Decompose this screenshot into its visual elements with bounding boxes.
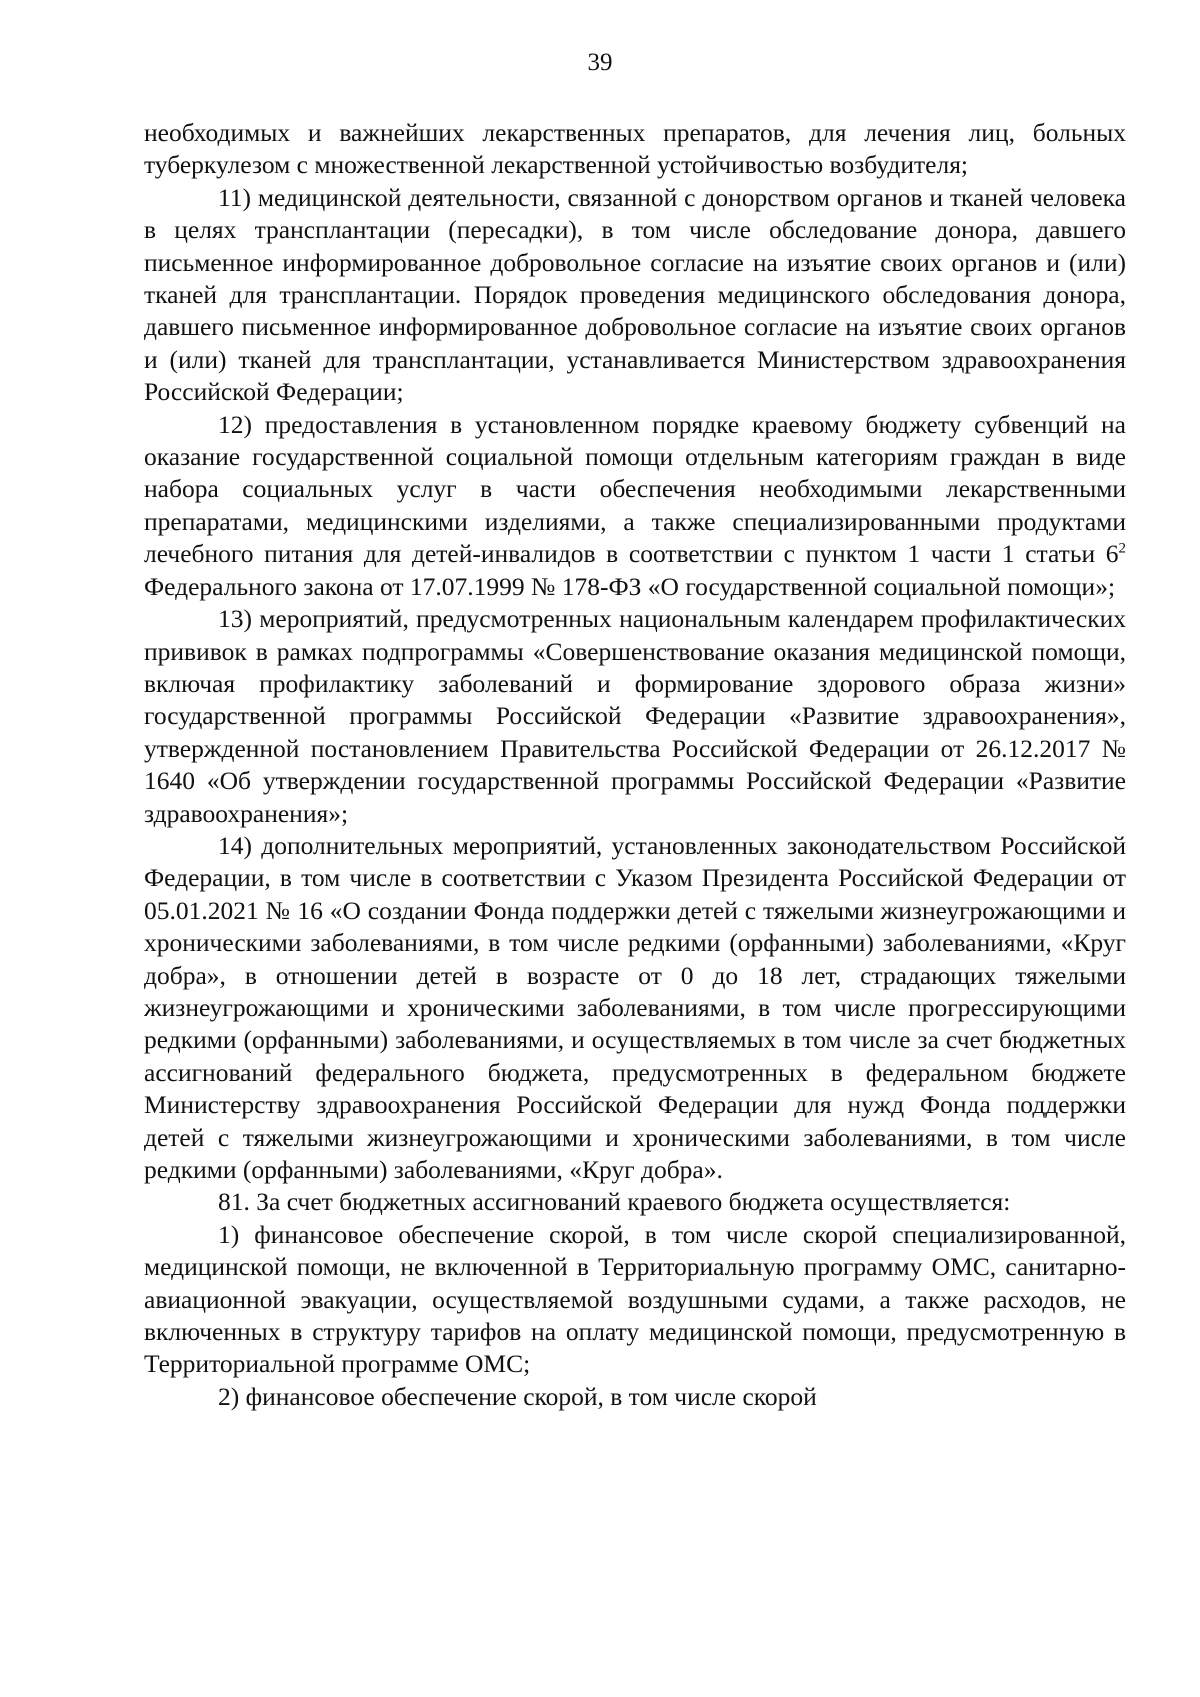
document-body: [144, 117, 1126, 1413]
paragraph-continuation: необходимых и важнейших лекарственных препаратов, для лечения лиц, больных туберкулезом с множественной лекарственной устойчивостью возбудителя;: [144, 118, 1126, 180]
paragraph-item-13: 13) мероприятий, предусмотренных национальным календарем профилактических прививок в рамках подпрограммы «Совершенствование оказания медицинской помощи, включая профилактику заболеваний и формирование здорового образа жизни» государственной программы Российской Федерации «Развитие здравоохранения», утвержденной постановлением Правительства Российской Федерации от 26.12.2017 № 1640 «Об утверждении государственной программы Российской Федерации «Развитие здравоохранения»;: [144, 604, 1126, 828]
paragraph-clause-81-item-1: 1) финансовое обеспечение скорой, в том числе скорой специализированной, медицинской помощи, не включенной в Территориальную программу ОМС, санитарно-авиационной эвакуации, осуществляемой воздушными судами, а также расходов, не включенных в структуру тарифов на оплату медицинской помощи, предусмотренную в Территориальной программе ОМС;: [144, 1219, 1126, 1379]
paragraph-item-14: 14) дополнительных мероприятий, установленных законодательством Российской Федерации, в том числе в соответствии с Указом Президента Российской Федерации от 05.01.2021 № 16 «О создании Фонда поддержки детей с тяжелыми жизнеугрожающими и хроническими заболеваниями, в том числе редкими (орфанными) заболеваниями, «Круг добра», в отношении детей в возрасте от 0 до 18 лет, страдающих тяжелыми жизнеугрожающими и хроническими заболеваниями, в том числе прогрессирующими редкими (орфанными) заболеваниями, и осуществляемых в том числе за счет бюджетных ассигнований федерального бюджета, предусмотренных в федеральном бюджете Министерству здравоохранения Российской Федерации для нужд Фонда поддержки детей с тяжелыми жизнеугрожающими и хроническими заболеваниями, в том числе редкими (орфанными) заболеваниями, «Круг добра».: [144, 830, 1126, 1184]
superscript-article-number: 2: [1118, 540, 1126, 557]
paragraph-clause-81-item-2: 2) финансовое обеспечение скорой, в том числе скорой: [218, 1381, 817, 1411]
paragraph-item-11: 11) медицинской деятельности, связанной с донорством органов и тканей человека в целях трансплантации (пересадки), в том числе обследование донора, давшего письменное информированное добровольное согласие на изъятие своих органов и (или) тканей для трансплантации. Порядок проведения медицинского обследования донора, давшего письменное информированное добровольное согласие на изъятие своих органов и (или) тканей для трансплантации, устанавливается Министерством здравоохранения Российской Федерации;: [144, 182, 1126, 407]
page-number: 39: [587, 49, 613, 76]
paragraph-item-12-text-after-superscript: Федерального закона от 17.07.1999 № 178-ФЗ «О государственной социальной помощи»;: [144, 571, 1116, 601]
paragraph-item-12: [144, 409, 1126, 603]
paragraph-item-12-text-before-superscript: 12) предоставления в установленном порядке краевому бюджету субвенций на оказание государственной социальной помощи отдельным категориям граждан в виде набора социальных услуг в части обеспечения необходимыми лекарственными препаратами, медицинскими изделиями, а также специализированными продуктами лечебного питания для детей-инвалидов в соответствии с пунктом 1 части 1 статьи 6: [144, 409, 1126, 569]
paragraph-clause-81: 81. За счет бюджетных ассигнований краевого бюджета осуществляется:: [218, 1187, 1011, 1217]
